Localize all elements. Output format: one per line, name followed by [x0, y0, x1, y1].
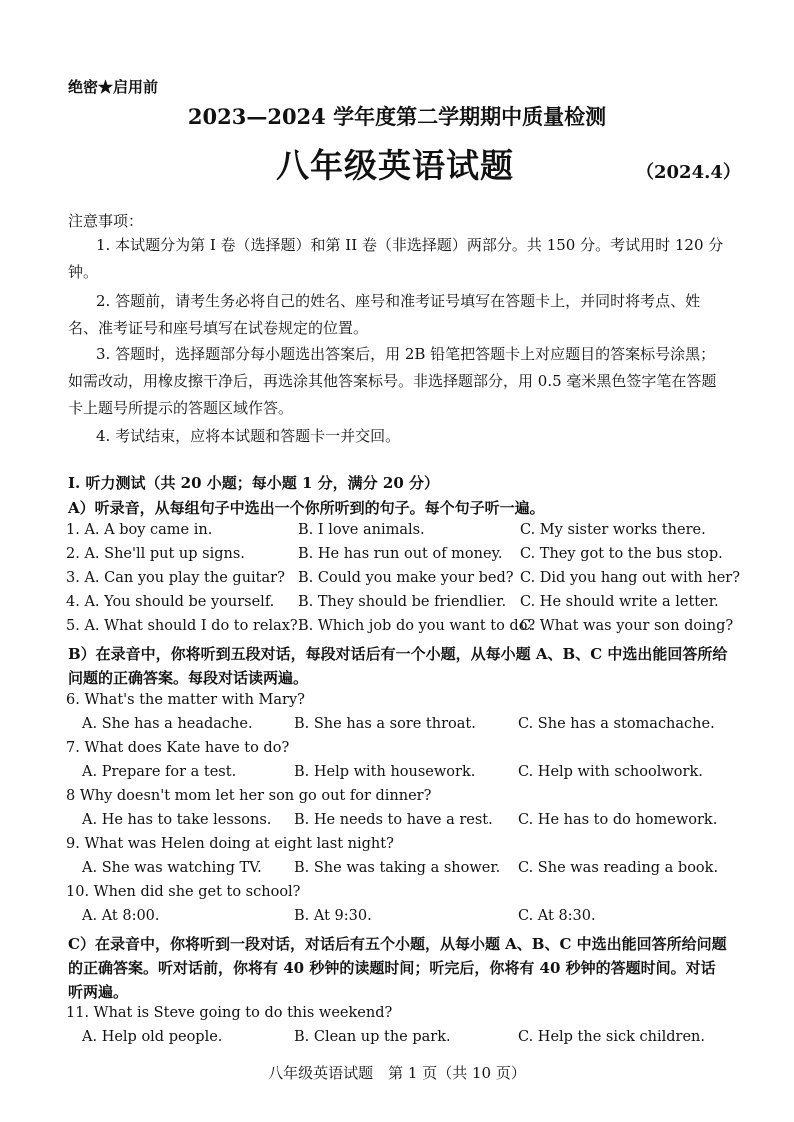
- note-item: 2. 答题前，请考生务必将自己的姓名、座号和准考证号填写在答题卡上，并同时将考点、姓名、准考证号和座号填写在试卷规定的位置。: [68, 292, 701, 337]
- option-c: C. At 8:30.: [518, 908, 596, 924]
- note-item: 4. 考试结束，应将本试题和答题卡一并交回。: [96, 427, 401, 445]
- option-b: B. He has run out of money.: [298, 546, 503, 562]
- option-c: C. They got to the bus stop.: [520, 546, 723, 562]
- question-row: [66, 570, 746, 592]
- question-stem: 10. When did she get to school?: [66, 884, 301, 900]
- option-c: C. Help the sick children.: [518, 1029, 705, 1045]
- option-a: 5. A. What should I do to relax?: [66, 618, 298, 634]
- question-options: [82, 764, 742, 786]
- option-c: C. What was your son doing?: [520, 618, 734, 634]
- question-options: [82, 1029, 742, 1051]
- part-b-heading: B）在录音中，你将听到五段对话，每段对话后有一个小题，从每小题 A、B、C 中选出能回答所给问题的正确答案。每段对话读两遍。: [68, 645, 728, 687]
- option-c: C. He has to do homework.: [518, 812, 718, 828]
- page-footer: 八年级英语试题 第 1 页（共 10 页）: [268, 1064, 526, 1082]
- exam-date: （2024.4）: [636, 162, 741, 183]
- option-b: B. They should be friendlier.: [298, 594, 507, 610]
- option-c: C. She has a stomachache.: [518, 716, 715, 732]
- question-stem: 9. What was Helen doing at eight last night?: [66, 836, 394, 852]
- option-c: C. He should write a letter.: [520, 594, 719, 610]
- option-a: A. At 8:00.: [82, 908, 160, 924]
- option-a: A. Prepare for a test.: [82, 764, 237, 780]
- option-b: B. She was taking a shower.: [294, 860, 501, 876]
- option-b: B. He needs to have a rest.: [294, 812, 493, 828]
- exam-title: 八年级英语试题: [276, 146, 514, 185]
- option-a: 4. A. You should be yourself.: [66, 594, 275, 610]
- question-row: [66, 522, 746, 544]
- question-stem: 8 Why doesn't mom let her son go out for dinner?: [66, 788, 432, 804]
- exam-subtitle: 2023—2024 学年度第二学期期中质量检测: [187, 104, 607, 129]
- question-row: [66, 546, 746, 568]
- question-options: [82, 860, 742, 882]
- question-row: [66, 594, 746, 616]
- option-b: B. Clean up the park.: [294, 1029, 451, 1045]
- option-c: C. Help with schoolwork.: [518, 764, 703, 780]
- question-row: [66, 618, 746, 640]
- option-a: 1. A. A boy came in.: [66, 522, 213, 538]
- part-c-heading: C）在录音中，你将听到一段对话，对话后有五个小题，从每小题 A、B、C 中选出能回答所给问题的正确答案。听对话前，你将有 40 秒钟的读题时间；听完后，你将有 40 秒钟的答题时间。对话听两遍。: [68, 935, 727, 1001]
- option-b: B. At 9:30.: [294, 908, 372, 924]
- notes-title: 注意事项：: [68, 212, 144, 230]
- option-a: 2. A. She'll put up signs.: [66, 546, 245, 562]
- option-b: B. She has a sore throat.: [294, 716, 476, 732]
- option-b: B. Help with housework.: [294, 764, 476, 780]
- question-options: [82, 812, 742, 834]
- option-b: B. Which job do you want to do?: [298, 618, 536, 634]
- note-item: 3. 答题时，选择题部分每小题选出答案后，用 2B 铅笔把答题卡上对应题目的答案标号涂黑；如需改动，用橡皮擦干净后，再选涂其他答案标号。非选择题部分，用 0.5 毫米黑色签字笔在答题卡上题号所提示的答题区域作答。: [68, 345, 717, 417]
- option-a: A. He has to take lessons.: [82, 812, 272, 828]
- option-c: C. She was reading a book.: [518, 860, 719, 876]
- question-stem: 6. What's the matter with Mary?: [66, 692, 305, 708]
- option-c: C. Did you hang out with her?: [520, 570, 740, 586]
- question-options: [82, 716, 742, 738]
- question-options: [82, 908, 742, 930]
- note-item: 1. 本试题分为第 I 卷（选择题）和第 II 卷（非选择题）两部分。共 150 分。考试用时 120 分钟。: [68, 236, 724, 281]
- part-a-heading: A）听录音，从每组句子中选出一个你所听到的句子。每个句子听一遍。: [68, 499, 545, 517]
- option-a: A. She has a headache.: [82, 716, 253, 732]
- question-stem: 7. What does Kate have to do?: [66, 740, 290, 756]
- option-c: C. My sister works there.: [520, 522, 706, 538]
- option-a: 3. A. Can you play the guitar?: [66, 570, 285, 586]
- option-b: B. Could you make your bed?: [298, 570, 514, 586]
- question-stem: 11. What is Steve going to do this weekend?: [66, 1005, 393, 1021]
- section-heading-listening: Ⅰ. 听力测试（共 20 小题；每小题 1 分，满分 20 分）: [68, 474, 439, 492]
- confidential-label: 绝密★启用前: [68, 78, 159, 96]
- option-b: B. I love animals.: [298, 522, 425, 538]
- option-a: A. Help old people.: [82, 1029, 223, 1045]
- option-a: A. She was watching TV.: [82, 860, 262, 876]
